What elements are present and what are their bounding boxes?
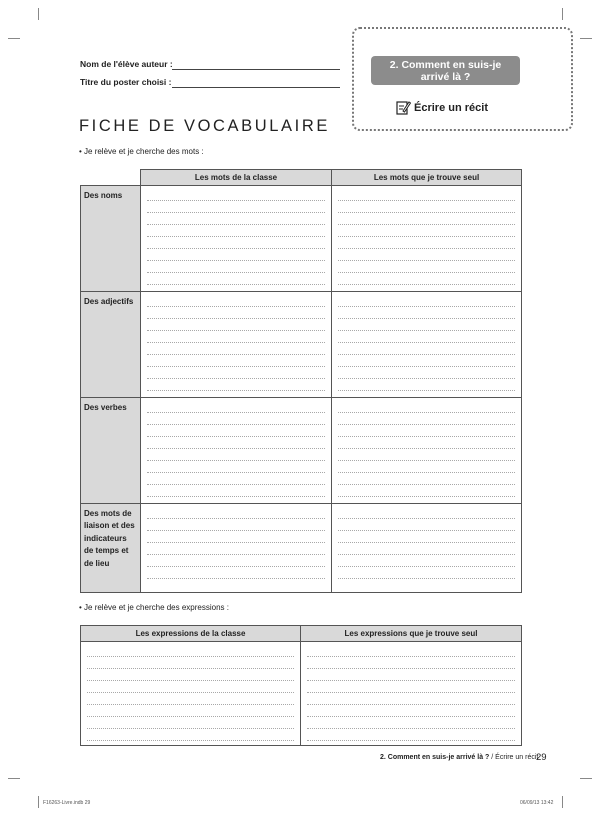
dotted-writing-line [147, 236, 325, 237]
dotted-writing-line [338, 518, 515, 519]
dotted-writing-line [338, 366, 515, 367]
chapter-badge [371, 56, 520, 85]
dotted-writing-line [338, 318, 515, 319]
row-label-verbes: Des verbes [81, 398, 141, 504]
dotted-writing-line [338, 566, 515, 567]
crop-mark [562, 8, 563, 20]
dotted-writing-line [338, 342, 515, 343]
crop-mark [562, 796, 563, 808]
dotted-writing-line [338, 542, 515, 543]
write-cell[interactable] [332, 504, 522, 593]
dotted-writing-line [147, 390, 325, 391]
crop-mark [38, 8, 39, 20]
crop-mark [8, 778, 20, 779]
dotted-writing-line [338, 354, 515, 355]
dotted-writing-line [338, 200, 515, 201]
expressions-table [80, 625, 522, 746]
dotted-writing-line [147, 330, 325, 331]
column-header: Les mots que je trouve seul [332, 170, 522, 186]
dotted-writing-line [147, 224, 325, 225]
page-number: 29 [536, 752, 547, 763]
dotted-writing-line [307, 668, 515, 669]
crop-mark [8, 38, 20, 39]
dotted-writing-line [147, 424, 325, 425]
footer-section: Écrire un récit [495, 754, 539, 761]
row-label-noms: Des noms [81, 186, 141, 292]
dotted-writing-line [338, 330, 515, 331]
dotted-writing-line [87, 668, 294, 669]
write-cell[interactable] [141, 292, 332, 398]
dotted-writing-line [147, 272, 325, 273]
dotted-writing-line [147, 530, 325, 531]
dotted-writing-line [338, 212, 515, 213]
dotted-writing-line [147, 518, 325, 519]
dotted-writing-line [338, 530, 515, 531]
dotted-writing-line [338, 436, 515, 437]
dotted-writing-line [147, 248, 325, 249]
page-title: FICHE DE VOCABULAIRE [79, 117, 330, 135]
dotted-writing-line [87, 716, 294, 717]
dotted-writing-line [147, 472, 325, 473]
dotted-writing-line [338, 554, 515, 555]
dotted-writing-line [147, 412, 325, 413]
dotted-writing-line [338, 236, 515, 237]
dotted-writing-line [338, 448, 515, 449]
write-cell[interactable] [332, 292, 522, 398]
dotted-writing-line [307, 740, 515, 741]
write-cell[interactable] [332, 398, 522, 504]
footer-chapter: 2. Comment en suis-je arrivé là ? [380, 754, 490, 761]
author-field[interactable] [172, 69, 340, 70]
dotted-writing-line [338, 306, 515, 307]
dotted-writing-line [307, 656, 515, 657]
dotted-writing-line [147, 496, 325, 497]
dotted-writing-line [338, 390, 515, 391]
dotted-writing-line [147, 378, 325, 379]
dotted-writing-line [338, 378, 515, 379]
dotted-writing-line [338, 424, 515, 425]
badge-title-line1: 2. Comment en suis-je [389, 59, 502, 71]
write-cell[interactable] [141, 398, 332, 504]
print-date: 06/09/13 13:42 [520, 800, 554, 806]
row-label-adjectifs: Des adjectifs [81, 292, 141, 398]
dotted-writing-line [147, 318, 325, 319]
poster-label: Titre du poster choisi : [80, 77, 172, 87]
badge-title-line2: arrivé là ? [420, 71, 471, 83]
dotted-writing-line [338, 484, 515, 485]
dotted-writing-line [338, 412, 515, 413]
file-slug: F16263-Livre.indb 29 [43, 800, 91, 806]
dotted-writing-line [147, 284, 325, 285]
table-corner [81, 170, 141, 186]
dotted-writing-line [338, 224, 515, 225]
write-cell[interactable] [81, 642, 301, 746]
dotted-writing-line [338, 460, 515, 461]
dotted-writing-line [147, 448, 325, 449]
crop-mark [38, 796, 39, 808]
dotted-writing-line [87, 728, 294, 729]
footer-separator: / [489, 754, 496, 761]
dotted-writing-line [87, 680, 294, 681]
dotted-writing-line [87, 692, 294, 693]
pencil-writing-icon [396, 100, 411, 115]
dotted-writing-line [147, 542, 325, 543]
dotted-writing-line [147, 554, 325, 555]
dotted-writing-line [338, 472, 515, 473]
section1-instruction: • Je relève et je cherche des mots : [79, 147, 204, 156]
row-label-liaison: Des mots de liaison et des indicateurs de temps et de lieu [81, 504, 141, 593]
dotted-writing-line [147, 460, 325, 461]
dotted-writing-line [147, 578, 325, 579]
column-header: Les mots de la classe [141, 170, 332, 186]
dotted-writing-line [147, 306, 325, 307]
write-cell[interactable] [141, 504, 332, 593]
dotted-writing-line [87, 704, 294, 705]
dotted-writing-line [338, 496, 515, 497]
dotted-writing-line [307, 728, 515, 729]
badge-subtitle: Écrire un récit [414, 102, 488, 114]
dotted-writing-line [147, 436, 325, 437]
dotted-writing-line [147, 200, 325, 201]
footer-breadcrumb [380, 754, 538, 761]
dotted-writing-line [87, 740, 294, 741]
dotted-writing-line [147, 212, 325, 213]
crop-mark [580, 38, 592, 39]
write-cell[interactable] [141, 186, 332, 292]
dotted-writing-line [307, 692, 515, 693]
dotted-writing-line [87, 656, 294, 657]
dotted-writing-line [147, 354, 325, 355]
dotted-writing-line [307, 680, 515, 681]
write-cell[interactable] [301, 642, 522, 746]
dotted-writing-line [338, 284, 515, 285]
dotted-writing-line [338, 272, 515, 273]
poster-field[interactable] [172, 87, 340, 88]
dotted-writing-line [338, 248, 515, 249]
crop-mark [580, 778, 592, 779]
dotted-writing-line [307, 716, 515, 717]
dotted-writing-line [147, 260, 325, 261]
write-cell[interactable] [332, 186, 522, 292]
dotted-writing-line [147, 566, 325, 567]
dotted-writing-line [307, 704, 515, 705]
vocabulary-table [80, 169, 522, 593]
dotted-writing-line [147, 366, 325, 367]
dotted-writing-line [338, 260, 515, 261]
dotted-writing-line [147, 484, 325, 485]
column-header: Les expressions de la classe [81, 626, 301, 642]
author-label: Nom de l'élève auteur : [80, 59, 173, 69]
dotted-writing-line [147, 342, 325, 343]
section2-instruction: • Je relève et je cherche des expressions : [79, 603, 229, 612]
dotted-writing-line [338, 578, 515, 579]
column-header: Les expressions que je trouve seul [301, 626, 522, 642]
